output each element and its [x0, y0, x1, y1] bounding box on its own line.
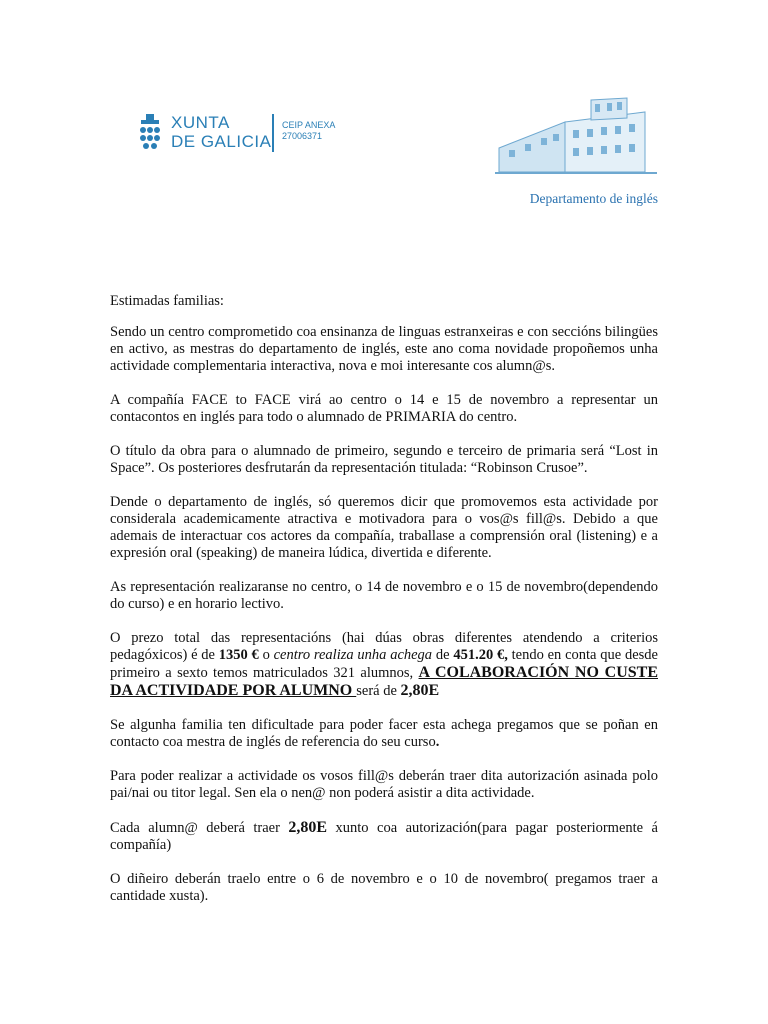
letterhead	[0, 0, 768, 220]
school-building-icon	[495, 92, 657, 176]
paragraph-intro: Sendo un centro comprometido coa ensinanza de linguas estranxeiras e con seccións bilingües en activo, as mestras do departamento de inglés, este ano coma novidade propoñemos unha actividade complementaria interactiva, nova e moi interesante cos alumn@s.	[110, 324, 658, 374]
paragraph-payment	[110, 819, 658, 854]
paragraph-motivation: Dende o departamento de inglés, só queremos dicir que promovemos esta actividade por considerala academicamente atractiva e motivadora para o vos@s fill@s. Debido a que ademais de interactuar cos actores da compañía, traballase a comprensión oral (listening) e a expresión oral (speaking) de maneira lúdica, divertida e diferente.	[110, 494, 658, 561]
school-info	[282, 120, 335, 142]
collaboration-emphasis: A COLABORACIÓN NO CUSTE DA ACTIVIDADE POR ALUMNO	[110, 664, 658, 699]
price-italic: centro realiza unha achega	[273, 647, 433, 663]
logo-divider	[272, 114, 274, 152]
payment-text-2: xunto coa autorización(para pagar posteriormente á compañía)	[110, 820, 658, 853]
logo-name	[171, 113, 271, 151]
paragraph-difficulty	[110, 717, 658, 751]
greeting: Estimadas familias:	[110, 293, 224, 309]
school-name: CEIP ANEXA	[282, 120, 336, 130]
paragraph-authorization: Para poder realizar a actividade os vosos fill@s deberán traer dita autorización asinada polo pai/nai ou titor legal. Sen ela o nen@ non poderá asistir a dita actividade.	[110, 768, 658, 801]
price-total: 1350 €	[218, 647, 259, 663]
logo-name-line2: DE GALICIA	[171, 132, 272, 151]
paragraph-deadline: O diñeiro deberán traelo entre o 6 de novembro e o 10 de novembro( pregamos traer a cantidade xusta).	[110, 871, 658, 904]
letter-body	[110, 293, 658, 905]
logo-name-line1: XUNTA	[171, 113, 230, 132]
paragraph-titles: O título da obra para o alumnado de primeiro, segundo e terceiro de primaria será “Lost in Space”. Os posteriores desfrutarán da representación titulada: “Robinson Crusoe”.	[110, 443, 658, 476]
department-name: Departamento de inglés	[529, 191, 658, 206]
paragraph-price	[110, 630, 658, 700]
xunta-logo	[137, 112, 377, 154]
price-text-3: de	[432, 647, 454, 663]
school-contribution: 451.20 €,	[453, 647, 508, 663]
price-text-2: o	[258, 647, 274, 663]
price-text-5: será de	[356, 683, 401, 699]
price-text-4: tendo en conta que desde primeiro a sexto temos matriculados 321 alumnos,	[110, 647, 658, 681]
galicia-emblem-icon	[137, 114, 163, 152]
price-per-student: 2,80E	[400, 682, 440, 699]
difficulty-end: .	[435, 734, 440, 750]
paragraph-schedule: As representación realizaranse no centro, o 14 de novembro e o 15 de novembro(dependendo do curso) e en horario lectivo.	[110, 579, 658, 612]
payment-text-1: Cada alumn@ deberá traer	[110, 820, 289, 836]
paragraph-company: A compañía FACE to FACE virá ao centro o 14 e 15 de novembro a representar un contacontos en inglés para todo o alumnado de PRIMARIA do centro.	[110, 392, 658, 425]
school-code: 27006371	[282, 131, 323, 141]
payment-amount: 2,80E	[288, 819, 328, 836]
price-text-1: O prezo total das representacións (hai dúas obras diferentes atendendo a criterios pedagóxicos) é de	[110, 630, 658, 663]
difficulty-text: Se algunha familia ten dificultade para poder facer esta achega pregamos que se poñan en contacto coa mestra de inglés de referencia do seu curso	[110, 717, 658, 750]
